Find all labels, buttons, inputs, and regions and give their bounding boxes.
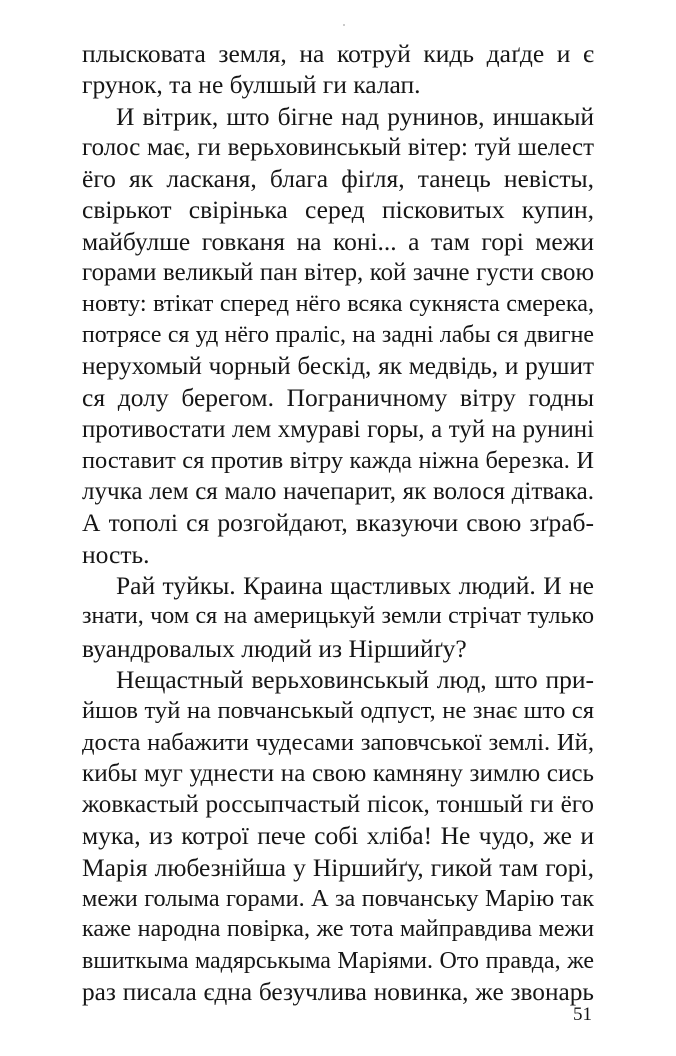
text-line: горами великый пан вітер, кой зачне густи свою (82, 259, 594, 287)
text-line: раз писала єдна безучлива новинка, же звонарь (82, 977, 594, 1006)
page-number: 51 (573, 1004, 592, 1025)
text-line: жовкастый россыпчастый пісок, тоншый ги ёго (82, 791, 594, 819)
text-line: знати, чом ся на америцькуй земли стрічат тулько (82, 603, 594, 630)
text-line: голос має, ги верьховинськый вітер: туй шелест (82, 133, 594, 161)
text-line: А тополі ся розгойдают, вказуючи свою зґраб- (82, 508, 594, 538)
text-line: кибы муг уднести на свою камняну зимлю сись (82, 759, 594, 787)
text-line: доста набажити чудесами заповчської землі. Ий, (82, 728, 594, 756)
scan-speck (343, 24, 345, 26)
text-line: межи голыма горами. А за повчанську Марію так (82, 885, 594, 913)
text-line: новту: втікат сперед нёго всяка сукняста смерека, (82, 290, 594, 318)
text-line: поставит ся против вітру кажда ніжна березка. И (82, 446, 594, 474)
text-line: Марія любезнійша у Ніршийґу, гикой там горі, (82, 852, 594, 882)
text-line: вуандровалых людий из Ніршийґу? (82, 633, 467, 663)
text-line: плысковата земля, на котруй кидь даґде и є (82, 39, 594, 68)
text-line: каже народна повірка, же тота майправдива межи (82, 916, 594, 943)
text-line: И вітрик, што бігне над рунинов, иншакый (116, 101, 594, 131)
body-text (82, 38, 594, 1008)
text-line: ёго як ласканя, блага фіґля, танець невісты, (82, 164, 594, 194)
text-line: ся долу берегом. Пограничному вітру годны (82, 383, 594, 413)
text-line: Рай туйкы. Краина щастливых людий. И не (116, 571, 594, 601)
text-line: мука, из котрої пече собі хліба! Не чудо, же и (82, 821, 594, 851)
text-line: вшиткыма мадярськыма Маріями. Ото правда, же (82, 947, 594, 974)
text-line: йшов туй на повчанськый одпуст, не знає што ся (82, 697, 594, 725)
text-line: противостати лем хмураві горы, а туй на рунині (82, 415, 594, 443)
text-line: лучка лем ся мало начепарит, як волося дітвака. (82, 478, 594, 506)
text-line: потрясе ся уд нёго праліс, на задні лабы ся двигне (82, 321, 594, 348)
text-line: нерухомый чорный бескід, як медвідь, и рушит (82, 351, 594, 380)
text-line: майбулше говканя на коні... а там горі межи (82, 226, 594, 256)
text-line: свірькот свірінька серед пісковитых купин, (82, 195, 594, 225)
text-line: ность. (82, 539, 150, 569)
text-line: Нещастный верьховинськый люд, што при- (116, 664, 594, 694)
text-line: грунок, та не булшый ги калап. (82, 70, 421, 100)
